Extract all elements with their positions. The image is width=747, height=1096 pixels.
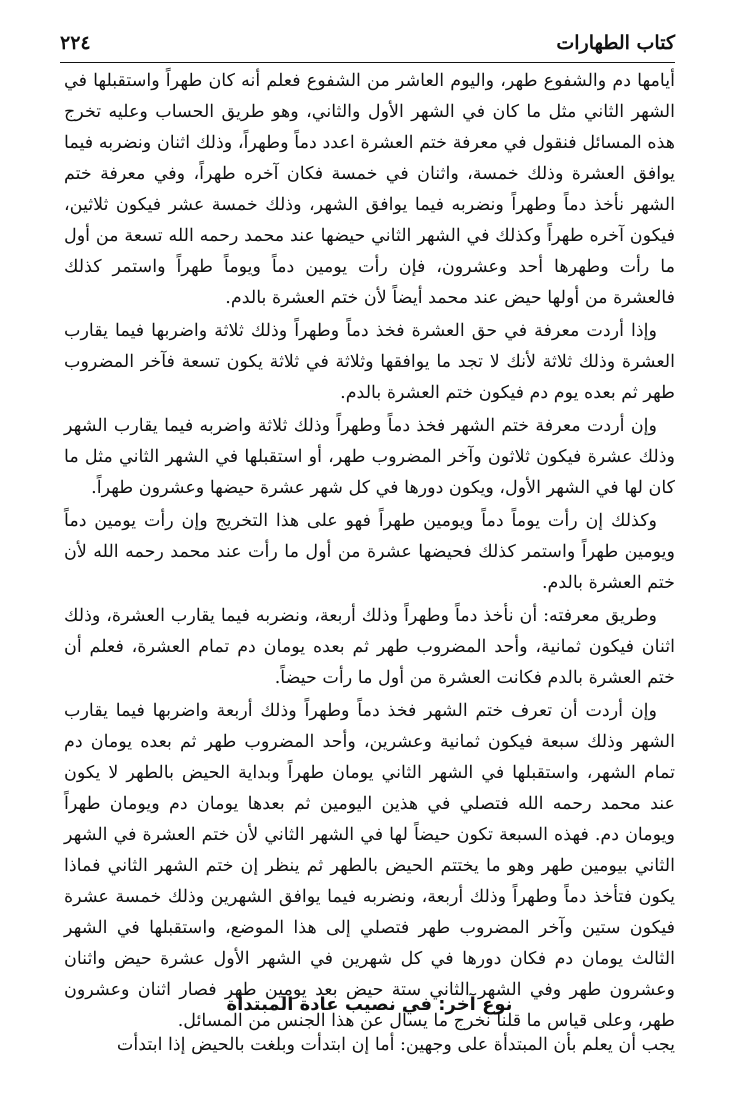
book-title: كتاب الطهارات: [556, 32, 675, 54]
section-heading: نوع آخر: في نصيب عادة المبتدأة: [226, 994, 513, 1015]
page-number: ٢٢٤: [60, 32, 91, 54]
continuation-line: يجب أن يعلم بأن المبتدأة على وجهين: أما إن ابتدأت وبلغت بالحيض إذا ابتدأت: [116, 1035, 675, 1055]
paragraph: وكذلك إن رأت يوماً دماً ويومين طهراً فهو على هذا التخريج وإن رأت يومين دماً ويومين طهراً واستمر كذلك فحيضها عشرة من أول ما رأت عند محمد رحمه الله لأن ختم العشرة بالدم.: [64, 511, 675, 593]
body-text: [64, 66, 675, 1039]
paragraph: أيامها دم والشفوع طهر، واليوم العاشر من الشفوع فعلم أنه كان طهراً واستقبلها في الشهر الثاني مثل ما كان في الشهر الأول والثاني، وهو طريق الحساب وعليه تخرج هذه المسائل فنقول في معرفة ختم العشرة اعدد دماً وطهراً، وذلك اثنان ونضربه فيما يوافق العشرة وذلك خمسة، واثنان في خمسة فكان آخره طهراً، وفي معرفة ختم الشهر نأخذ دماً وطهراً ونضربه فيما يوافق الشهر، وذلك خمسة عشر فيكون ثلاثين، فيكون آخره طهراً وكذلك في الشهر الثاني حيضها عند محمد رحمه الله تسعة من أول ما رأت وطهرها أحد وعشرون، فإن رأت يومين دماً ويوماً طهراً واستمر كذلك فالعشرة من أولها حيض عند محمد أيضاً لأن ختم العشرة بالدم.: [64, 71, 675, 308]
running-header: [60, 26, 675, 54]
header-divider: [60, 62, 675, 63]
paragraph: وإن أردت معرفة ختم الشهر فخذ دماً وطهراً وذلك ثلاثة واضربه فيما يقارب الشهر وذلك عشرة فيكون ثلاثون وآخر المضروب طهر، أو استقبلها في الشهر الثاني مثل ما كان لها في الشهر الأول، ويكون دورها في كل شهر عشرة حيضها وعشرون طهراً.: [64, 416, 675, 498]
paragraph: وإن أردت أن تعرف ختم الشهر فخذ دماً وطهراً وذلك أربعة واضربها فيما يقارب الشهر وذلك سبعة فيكون ثمانية وعشرين، وأحد المضروب طهر ثم بعده يومان دم تمام الشهر، واستقبلها في الشهر الثاني يومان طهراً وبداية الحيض بالطهر لا يكون عند محمد رحمه الله فتصلي في هذين اليومين ثم بعدها يومان دم ويومان طهراً ويومان دم. فهذه السبعة تكون حيضاً لها في الشهر الثاني لأن ختم العشرة في الشهر الثاني بيومين طهر وهو ما يختتم الحيض بالطهر ثم ينظر إن ختم الشهر الثاني فماذا يكون فتأخذ دماً وطهراً وذلك أربعة، ونضربه فيما يوافق الشهرين وذلك خمسة عشرة فيكون ستين وآخر المضروب طهر فتصلي إلى هذا الموضع، واستقبلها في الشهر الثالث يومان دم فكان دورها في كل شهرين في الشهر الأول عشرة حيض واثنان وعشرون طهر وفي الشهر الثاني ستة حيض بعد يومين طهر فصار اثنان وعشرون طهر، وعلى قياس ما قلنا نخرج ما يسأل عن هذا الجنس من المسائل.: [64, 701, 675, 1031]
paragraph: وإذا أردت معرفة في حق العشرة فخذ دماً وطهراً وذلك ثلاثة واضربها فيما يقارب العشرة وذلك ثلاثة لأنك لا تجد ما يوافقها وثلاثة في ثلاثة يكون تسعة فآخر المضروب طهر ثم بعده يوم دم فيكون ختم العشرة بالدم.: [64, 321, 675, 403]
paragraph: وطريق معرفته: أن نأخذ دماً وطهراً وذلك أربعة، ونضربه فيما يقارب العشرة، وذلك اثنان فيكون ثمانية، وأحد المضروب طهر ثم بعده يومان دم تمام العشرة، فعلم أن ختم العشرة بالدم فكانت العشرة من أول ما رأت حيضاً.: [64, 606, 675, 688]
